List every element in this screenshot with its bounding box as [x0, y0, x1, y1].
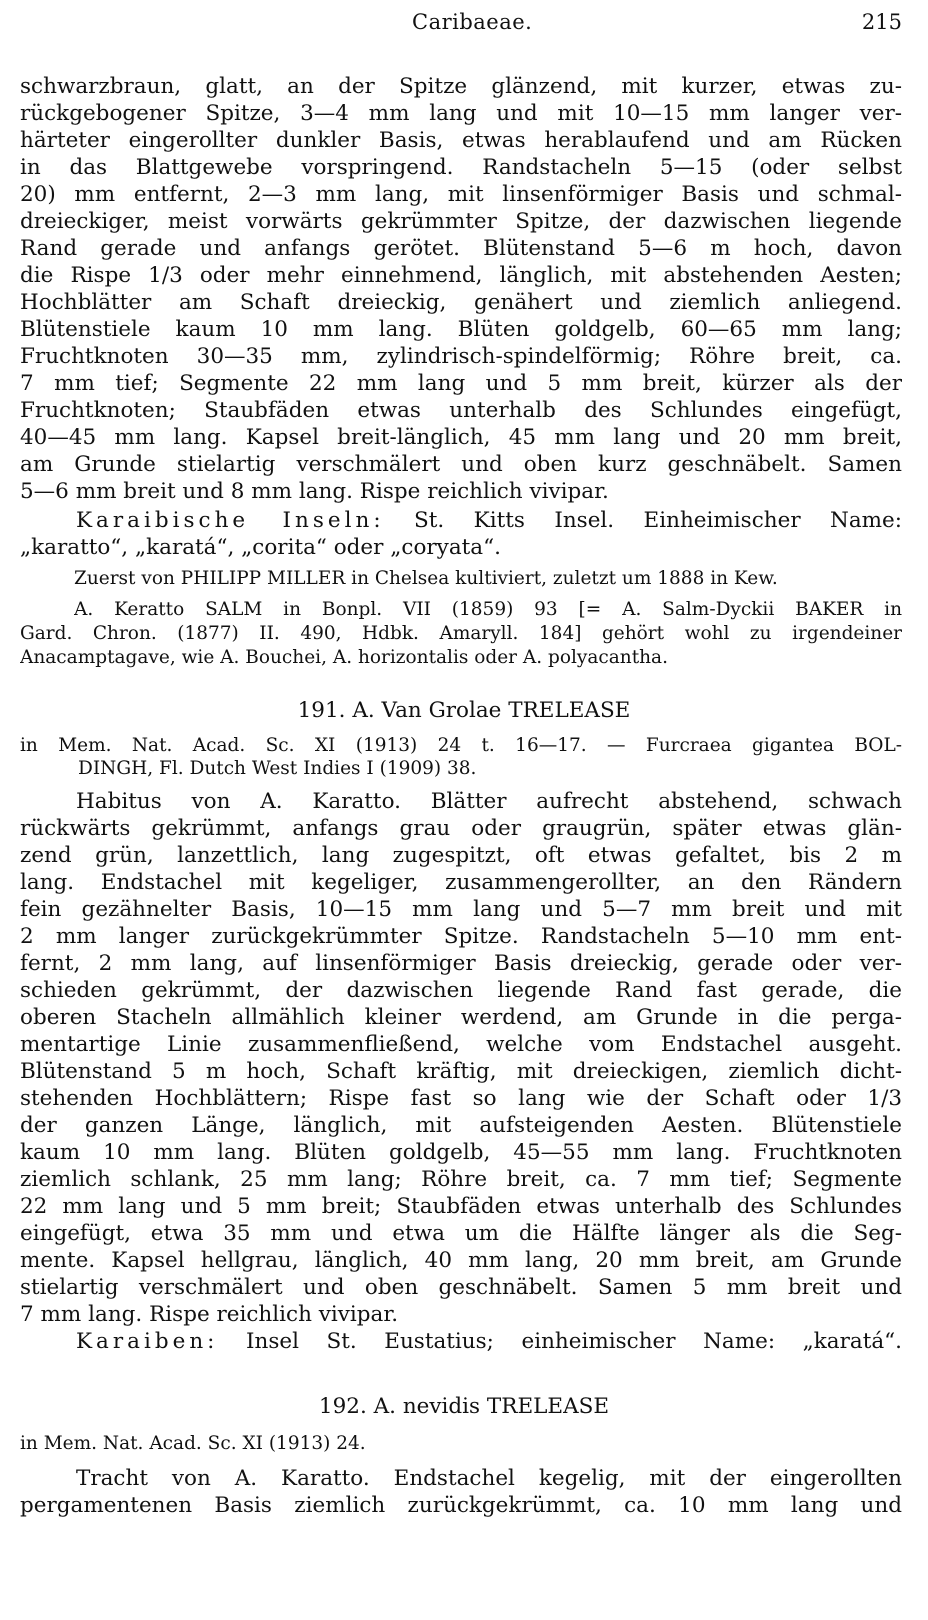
synonym-line: Anacamptagave, wie A. Bouchei, A. horizontalis oder A. polyacantha. [20, 647, 668, 668]
citation-line: in Mem. Nat. Acad. Sc. XI (1913) 24. [20, 1433, 366, 1454]
synonym-line: Gard. Chron. (1877) II. 490, Hdbk. Amaryll. 184] gehört wohl zu irgendeiner [20, 623, 902, 644]
citation-line: DINGH, Fl. Dutch West Indies I (1909) 38. [78, 758, 477, 779]
text-line: 22 mm lang und 5 mm breit; Staubfäden etwas unterhalb des Schlundes [20, 1194, 902, 1219]
text-line: die Rispe 1/3 oder mehr einnehmend, länglich, mit abstehenden Aesten; [20, 263, 902, 288]
text-line: 5—6 mm breit und 8 mm lang. Rispe reichlich vivipar. [20, 479, 609, 504]
text-line: in das Blattgewebe vorspringend. Randstacheln 5—15 (oder selbst [20, 155, 902, 180]
text-line: schieden gekrümmt, der dazwischen liegende Rand fast gerade, die [20, 978, 902, 1003]
text-line: der ganzen Länge, länglich, mit aufsteigenden Aesten. Blütenstiele [20, 1113, 902, 1138]
locality-line [76, 1328, 902, 1356]
text-line: oberen Stacheln allmählich kleiner werdend, am Grunde in die perga- [20, 1005, 902, 1030]
text-line: ziemlich schlank, 25 mm lang; Röhre breit, ca. 7 mm tief; Segmente [20, 1167, 902, 1192]
text-line: mente. Kapsel hellgrau, länglich, 40 mm lang, 20 mm breit, am Grunde [20, 1248, 902, 1273]
cultivation-note: Zuerst von PHILIPP MILLER in Chelsea kultiviert, zuletzt um 1888 in Kew. [74, 568, 778, 589]
synonym-line: A. Keratto SALM in Bonpl. VII (1859) 93 [= A. Salm-Dyckii BAKER in [74, 599, 902, 620]
text-line: Fruchtknoten; Staubfäden etwas unterhalb des Schlundes eingefügt, [20, 398, 902, 423]
text-line: Blütenstand 5 m hoch, Schaft kräftig, mit dreieckigen, ziemlich dicht- [20, 1059, 902, 1084]
text-line: lang. Endstachel mit kegeliger, zusammengerollter, an den Rändern [20, 870, 902, 895]
text-line: stehenden Hochblättern; Rispe fast so lang wie der Schaft oder 1/3 [20, 1086, 902, 1111]
text-line: 2 mm langer zurückgekrümmter Spitze. Randstacheln 5—10 mm ent- [20, 924, 902, 949]
text-line: härteter eingerollter dunkler Basis, etwas herablaufend und am Rücken [20, 128, 902, 153]
text-line: dreieckiger, meist vorwärts gekrümmter Spitze, der dazwischen liegende [20, 209, 902, 234]
locality-label: Karaiben: [76, 1329, 219, 1354]
text-line: fein gezähnelter Basis, 10—15 mm lang und 5—7 mm breit und mit [20, 897, 902, 922]
text-line: fernt, 2 mm lang, auf linsenförmiger Basis dreieckig, gerade oder ver- [20, 951, 902, 976]
text-line: 7 mm lang. Rispe reichlich vivipar. [20, 1302, 399, 1327]
locality-text: St. Kitts Insel. Einheimischer Name: [384, 508, 902, 533]
text-line: rückgebogener Spitze, 3—4 mm lang und mit 10—15 mm langer ver- [20, 101, 902, 126]
text-line: pergamentenen Basis ziemlich zurückgekrümmt, ca. 10 mm lang und [20, 1493, 902, 1518]
text-line: schwarzbraun, glatt, an der Spitze glänzend, mit kurzer, etwas zu- [20, 74, 902, 99]
locality-line-2: „karatto“, „karatá“, „corita“ oder „coryata“. [20, 535, 501, 560]
text-line: am Grunde stielartig verschmälert und oben kurz geschnäbelt. Samen [20, 452, 902, 477]
text-line: zend grün, lanzettlich, lang zugespitzt, oft etwas gefaltet, bis 2 m [20, 843, 902, 868]
text-line: Hochblätter am Schaft dreieckig, genähert und ziemlich anliegend. [20, 290, 902, 315]
text-line: eingefügt, etwa 35 mm und etwa um die Hälfte länger als die Seg- [20, 1221, 902, 1246]
text-line: Blütenstiele kaum 10 mm lang. Blüten goldgelb, 60—65 mm lang; [20, 317, 902, 342]
locality-label: Karaibische Inseln: [76, 508, 385, 533]
species-heading-191: 191. A. Van Grolae TRELEASE [297, 698, 631, 723]
running-title: Caribaeae. [412, 10, 533, 34]
text-line: 40—45 mm lang. Kapsel breit-länglich, 45 mm lang und 20 mm breit, [20, 425, 902, 450]
locality-text: Insel St. Eustatius; einheimischer Name: „karatá“. [218, 1329, 902, 1354]
text-line: 20) mm entfernt, 2—3 mm lang, mit linsenförmiger Basis und schmal- [20, 182, 902, 207]
text-line: stielartig verschmälert und oben geschnäbelt. Samen 5 mm breit und [20, 1275, 902, 1300]
text-line: Habitus von A. Karatto. Blätter aufrecht abstehend, schwach [76, 789, 902, 814]
species-heading-192: 192. A. nevidis TRELEASE [318, 1394, 610, 1419]
text-line: Tracht von A. Karatto. Endstachel kegelig, mit der eingerollten [76, 1466, 902, 1491]
locality-line [76, 507, 902, 535]
page-number: 215 [861, 10, 902, 34]
page-header [20, 10, 902, 40]
text-line: 7 mm tief; Segmente 22 mm lang und 5 mm breit, kürzer als der [20, 371, 902, 396]
text-line: Rand gerade und anfangs gerötet. Blütenstand 5—6 m hoch, davon [20, 236, 902, 261]
text-line: rückwärts gekrümmt, anfangs grau oder graugrün, später etwas glän- [20, 816, 902, 841]
citation-line: in Mem. Nat. Acad. Sc. XI (1913) 24 t. 16—17. — Furcraea gigantea BOL- [20, 735, 902, 756]
text-line: mentartige Linie zusammenfließend, welche vom Endstachel ausgeht. [20, 1032, 902, 1057]
text-line: Fruchtknoten 30—35 mm, zylindrisch-spindelförmig; Röhre breit, ca. [20, 344, 902, 369]
text-line: kaum 10 mm lang. Blüten goldgelb, 45—55 mm lang. Fruchtknoten [20, 1140, 902, 1165]
